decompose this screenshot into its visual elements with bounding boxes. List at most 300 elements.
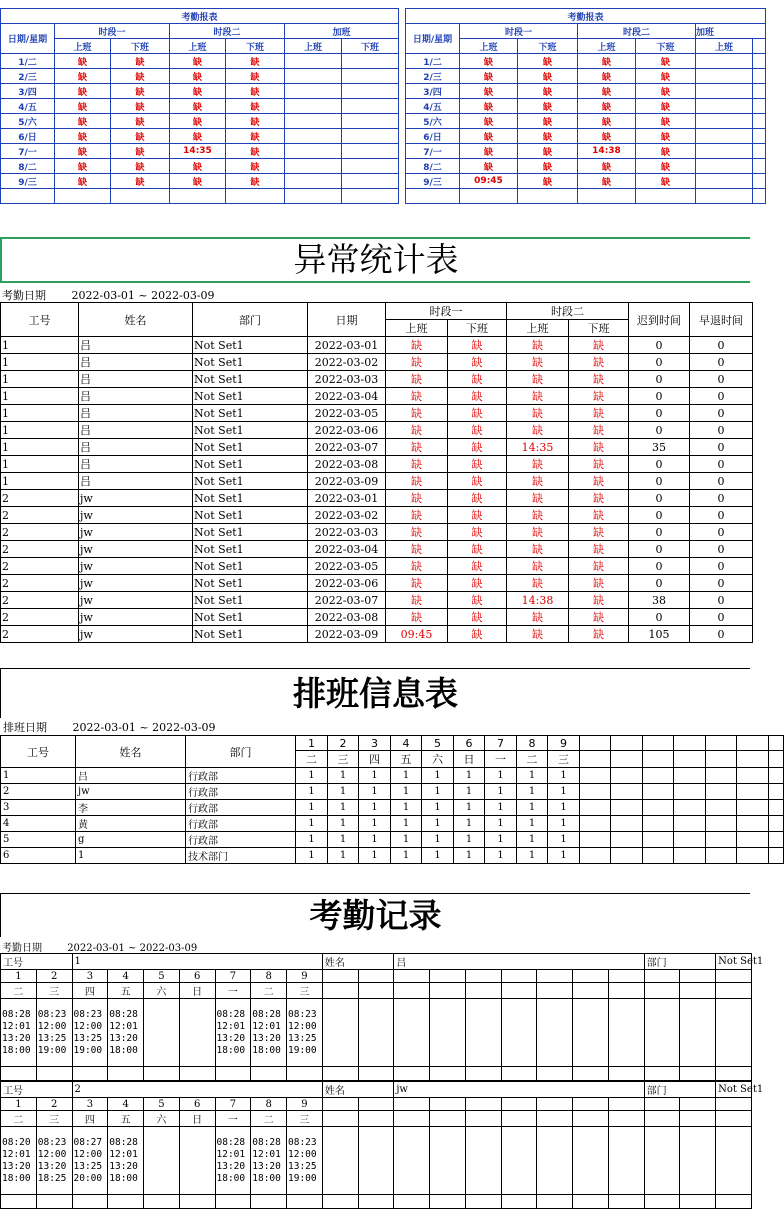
department-cell: Not Set1 bbox=[193, 575, 308, 592]
shift-cell: 1 bbox=[422, 832, 454, 848]
empty-cell bbox=[611, 832, 643, 848]
overtime-header: 加班 bbox=[285, 24, 399, 39]
punch-cell: 缺 bbox=[226, 84, 285, 99]
seg1-in-cell: 缺 bbox=[386, 439, 448, 456]
empty-cell bbox=[465, 1067, 501, 1081]
date-cell: 7/一 bbox=[406, 144, 460, 159]
exceptions-date-row bbox=[2, 287, 215, 303]
punch-times-cell: 08:20 12:01 13:20 18:00 bbox=[1, 1127, 37, 1195]
weekday-cell: 四 bbox=[72, 1111, 108, 1127]
late-time-cell: 0 bbox=[629, 490, 690, 507]
empty-cell bbox=[674, 736, 706, 751]
weekday-cell: 二 bbox=[517, 751, 548, 768]
empty-cell bbox=[465, 1098, 501, 1111]
table-row bbox=[1, 592, 753, 609]
empty-cell bbox=[643, 768, 674, 784]
report-title: 考勤报表 bbox=[1, 9, 399, 24]
empty-cell bbox=[608, 1067, 644, 1081]
weekday-cell: 三 bbox=[328, 751, 359, 768]
punch-cell: 缺 bbox=[578, 129, 636, 144]
employee-name-cell: jw bbox=[79, 541, 193, 558]
shift-cell: 1 bbox=[548, 784, 580, 800]
date-cell: 2022-03-01 bbox=[308, 337, 386, 354]
empty-cell bbox=[706, 736, 737, 751]
employee-id-header: 工号 bbox=[1, 736, 76, 768]
seg1-out-cell: 缺 bbox=[448, 541, 507, 558]
empty-cell bbox=[580, 784, 611, 800]
report-row bbox=[1, 54, 399, 69]
empty-cell bbox=[644, 1195, 680, 1209]
early-leave-cell: 0 bbox=[690, 456, 753, 473]
empty-cell bbox=[696, 129, 753, 144]
employee-name-cell: 吕 bbox=[79, 473, 193, 490]
early-leave-cell: 0 bbox=[690, 405, 753, 422]
seg2-out-cell: 缺 bbox=[569, 405, 629, 422]
employee-id-cell: 1 bbox=[1, 422, 79, 439]
empty-cell bbox=[1, 189, 55, 204]
empty-cell bbox=[611, 800, 643, 816]
seg2-out-cell: 缺 bbox=[569, 371, 629, 388]
punch-cell: 缺 bbox=[111, 114, 170, 129]
punch-times-cell: 08:28 12:01 13:20 18:00 bbox=[1, 999, 37, 1067]
empty-cell bbox=[769, 816, 784, 832]
punch-times-cell bbox=[179, 999, 215, 1067]
empty-cell bbox=[430, 1111, 466, 1127]
table-row bbox=[1, 388, 753, 405]
late-time-cell: 105 bbox=[629, 626, 690, 643]
report-row bbox=[406, 174, 766, 189]
table-row bbox=[1, 371, 753, 388]
punch-times-cell: 08:28 12:01 13:20 18:00 bbox=[251, 999, 287, 1067]
empty-cell bbox=[465, 1111, 501, 1127]
punch-cell: 缺 bbox=[226, 99, 285, 114]
empty-cell bbox=[342, 189, 399, 204]
employee-id-cell: 1 bbox=[1, 337, 79, 354]
seg2-in-cell: 缺 bbox=[507, 507, 569, 524]
date-cell: 9/三 bbox=[1, 174, 55, 189]
empty-cell bbox=[696, 99, 753, 114]
empty-cell bbox=[674, 816, 706, 832]
employee-id-cell: 1 bbox=[1, 473, 79, 490]
department-cell: Not Set1 bbox=[193, 439, 308, 456]
date-cell: 2022-03-09 bbox=[308, 626, 386, 643]
date-cell: 5/六 bbox=[406, 114, 460, 129]
seg1-out-cell: 缺 bbox=[448, 473, 507, 490]
weekday-cell: 三 bbox=[287, 983, 323, 999]
table-row bbox=[1, 768, 784, 784]
empty-cell bbox=[611, 768, 643, 784]
shift-cell: 1 bbox=[391, 832, 422, 848]
empty-cell bbox=[573, 999, 609, 1067]
clock-out-header: 下班 bbox=[342, 39, 399, 54]
date-cell: 2022-03-02 bbox=[308, 354, 386, 371]
late-time-cell: 0 bbox=[629, 541, 690, 558]
late-time-header: 迟到时间 bbox=[629, 303, 690, 337]
empty-cell bbox=[72, 1195, 108, 1209]
seg2-in-cell: 缺 bbox=[507, 558, 569, 575]
department-cell: 行政部 bbox=[186, 784, 296, 800]
table-row bbox=[1, 337, 753, 354]
department-cell: Not Set1 bbox=[193, 507, 308, 524]
empty-cell bbox=[706, 784, 737, 800]
date-cell: 4/五 bbox=[1, 99, 55, 114]
weekday-cell: 五 bbox=[108, 983, 144, 999]
punch-cell: 缺 bbox=[111, 99, 170, 114]
empty-cell bbox=[36, 1195, 72, 1209]
empty-cell bbox=[394, 1127, 430, 1195]
date-cell: 2022-03-06 bbox=[308, 422, 386, 439]
day-number-cell: 2 bbox=[36, 970, 72, 983]
date-weekday-header: 日期/星期 bbox=[406, 24, 460, 54]
empty-cell bbox=[285, 129, 342, 144]
empty-cell bbox=[501, 999, 537, 1067]
employee-name-cell: jw bbox=[79, 490, 193, 507]
empty-cell bbox=[322, 1127, 358, 1195]
empty-cell bbox=[696, 84, 753, 99]
name-header: 姓名 bbox=[76, 736, 186, 768]
name-label: 姓名 bbox=[322, 954, 394, 970]
day-number-cell: 2 bbox=[328, 736, 359, 751]
empty-cell bbox=[580, 768, 611, 784]
punch-times-cell: 08:27 12:00 13:25 20:00 bbox=[72, 1127, 108, 1195]
late-time-cell: 0 bbox=[629, 388, 690, 405]
employee-name-cell: 吕 bbox=[79, 371, 193, 388]
empty-cell bbox=[608, 999, 644, 1067]
exceptions-date-label: 考勤日期 bbox=[2, 289, 46, 302]
empty-cell bbox=[72, 1067, 108, 1081]
weekday-cell: 二 bbox=[1, 983, 37, 999]
empty-cell bbox=[501, 983, 537, 999]
punch-cell: 缺 bbox=[636, 129, 696, 144]
seg1-in-cell: 缺 bbox=[386, 422, 448, 439]
department-cell: Not Set1 bbox=[193, 592, 308, 609]
punch-cell: 缺 bbox=[518, 174, 578, 189]
report-row bbox=[406, 54, 766, 69]
segment1-header: 时段一 bbox=[55, 24, 170, 39]
empty-cell bbox=[706, 832, 737, 848]
empty-cell bbox=[322, 1067, 358, 1081]
employee-id-cell: 1 bbox=[1, 371, 79, 388]
employee-id-cell: 1 bbox=[1, 439, 79, 456]
record-times-row bbox=[1, 1127, 752, 1195]
seg2-in-cell: 缺 bbox=[507, 405, 569, 422]
shift-cell: 1 bbox=[548, 848, 580, 864]
empty-cell bbox=[706, 751, 737, 768]
records-area bbox=[0, 953, 764, 1209]
table-row bbox=[1, 784, 784, 800]
shift-cell: 1 bbox=[517, 800, 548, 816]
seg2-out-cell: 缺 bbox=[569, 541, 629, 558]
segment2-header: 时段二 bbox=[170, 24, 285, 39]
seg1-in-cell: 缺 bbox=[386, 558, 448, 575]
shift-cell: 1 bbox=[548, 800, 580, 816]
department-label: 部门 bbox=[644, 954, 716, 970]
empty-cell bbox=[358, 1127, 394, 1195]
clock-in-header: 上班 bbox=[285, 39, 342, 54]
day-number-cell: 4 bbox=[108, 970, 144, 983]
seg2-out-cell: 缺 bbox=[569, 626, 629, 643]
employee-name-cell: jw bbox=[79, 592, 193, 609]
seg1-in-cell: 缺 bbox=[386, 371, 448, 388]
employee-id-cell: 2 bbox=[1, 609, 79, 626]
punch-cell: 缺 bbox=[170, 114, 226, 129]
seg1-out-cell: 缺 bbox=[448, 524, 507, 541]
day-number-cell: 4 bbox=[391, 736, 422, 751]
empty-cell bbox=[580, 736, 611, 751]
punch-cell: 缺 bbox=[111, 69, 170, 84]
punch-cell: 缺 bbox=[55, 159, 111, 174]
shift-cell: 1 bbox=[454, 832, 485, 848]
day-number-cell: 6 bbox=[179, 1098, 215, 1111]
seg1-in-cell: 缺 bbox=[386, 609, 448, 626]
date-cell: 3/四 bbox=[1, 84, 55, 99]
empty-cell bbox=[716, 1067, 752, 1081]
seg1-in-cell: 缺 bbox=[386, 354, 448, 371]
table-row bbox=[1, 490, 753, 507]
empty-cell bbox=[716, 1098, 752, 1111]
empty-cell bbox=[644, 970, 680, 983]
empty-cell bbox=[144, 1067, 180, 1081]
report-row bbox=[1, 129, 399, 144]
seg2-out-cell: 缺 bbox=[569, 558, 629, 575]
empty-cell bbox=[737, 816, 769, 832]
punch-cell: 缺 bbox=[518, 69, 578, 84]
date-cell: 2022-03-02 bbox=[308, 507, 386, 524]
empty-cell bbox=[753, 159, 766, 174]
day-number-cell: 3 bbox=[359, 736, 391, 751]
shift-cell: 1 bbox=[296, 784, 328, 800]
empty-cell bbox=[537, 970, 573, 983]
date-weekday-header: 日期/星期 bbox=[1, 24, 55, 54]
shift-cell: 1 bbox=[485, 784, 517, 800]
day-number-cell: 3 bbox=[72, 970, 108, 983]
empty-cell bbox=[573, 1098, 609, 1111]
weekday-cell: 三 bbox=[36, 1111, 72, 1127]
seg1-in-cell: 缺 bbox=[386, 490, 448, 507]
punch-times-cell: 08:28 12:01 13:20 18:00 bbox=[108, 999, 144, 1067]
empty-cell bbox=[753, 144, 766, 159]
day-number-cell: 5 bbox=[144, 1098, 180, 1111]
empty-cell bbox=[737, 800, 769, 816]
day-number-cell: 9 bbox=[287, 970, 323, 983]
shift-cell: 1 bbox=[485, 848, 517, 864]
day-number-cell: 3 bbox=[72, 1098, 108, 1111]
punch-cell: 缺 bbox=[578, 69, 636, 84]
shift-cell: 1 bbox=[328, 800, 359, 816]
empty-cell bbox=[1, 1067, 37, 1081]
date-cell: 2022-03-05 bbox=[308, 405, 386, 422]
punch-cell: 缺 bbox=[460, 129, 518, 144]
employee-name-cell: 李 bbox=[76, 800, 186, 816]
punch-cell: 缺 bbox=[111, 159, 170, 174]
schedule-header-row bbox=[1, 736, 784, 751]
punch-cell: 缺 bbox=[518, 144, 578, 159]
seg1-in-cell: 缺 bbox=[386, 456, 448, 473]
department-cell: Not Set1 bbox=[193, 456, 308, 473]
record-days-row bbox=[1, 970, 752, 983]
empty-cell bbox=[342, 174, 399, 189]
seg1-out-cell: 缺 bbox=[448, 354, 507, 371]
early-leave-cell: 0 bbox=[690, 541, 753, 558]
date-cell: 2022-03-09 bbox=[308, 473, 386, 490]
empty-cell bbox=[753, 99, 766, 114]
empty-cell bbox=[215, 1067, 251, 1081]
empty-cell bbox=[537, 999, 573, 1067]
empty-cell bbox=[680, 1098, 716, 1111]
table-row bbox=[1, 439, 753, 456]
empty-cell bbox=[696, 144, 753, 159]
shift-cell: 1 bbox=[517, 784, 548, 800]
empty-cell bbox=[285, 99, 342, 114]
record-weekday-row bbox=[1, 1111, 752, 1127]
empty-cell bbox=[537, 983, 573, 999]
department-header: 部门 bbox=[193, 303, 308, 337]
seg2-out-cell: 缺 bbox=[569, 609, 629, 626]
shift-cell: 1 bbox=[548, 832, 580, 848]
date-cell: 2022-03-08 bbox=[308, 609, 386, 626]
early-leave-cell: 0 bbox=[690, 490, 753, 507]
report-title: 考勤报表 bbox=[406, 9, 766, 24]
employee-name-cell: 吕 bbox=[79, 354, 193, 371]
date-cell: 2022-03-03 bbox=[308, 524, 386, 541]
empty-cell bbox=[769, 768, 784, 784]
empty-cell bbox=[737, 751, 769, 768]
employee-id-cell: 2 bbox=[1, 541, 79, 558]
empty-cell bbox=[537, 1111, 573, 1127]
day-number-cell: 7 bbox=[215, 1098, 251, 1111]
date-cell: 8/二 bbox=[1, 159, 55, 174]
punch-cell: 缺 bbox=[636, 144, 696, 159]
empty-cell bbox=[342, 54, 399, 69]
date-cell: 6/日 bbox=[1, 129, 55, 144]
segment1-header: 时段一 bbox=[386, 303, 507, 320]
department-cell: 行政部 bbox=[186, 816, 296, 832]
empty-cell bbox=[55, 189, 111, 204]
day-number-cell: 2 bbox=[36, 1098, 72, 1111]
punch-cell: 缺 bbox=[460, 84, 518, 99]
empty-cell bbox=[460, 189, 518, 204]
weekday-cell: 四 bbox=[72, 983, 108, 999]
empty-cell bbox=[643, 736, 674, 751]
seg2-out-cell: 缺 bbox=[569, 524, 629, 541]
early-leave-cell: 0 bbox=[690, 473, 753, 490]
seg1-out-cell: 缺 bbox=[448, 592, 507, 609]
table-row bbox=[1, 422, 753, 439]
records-date-label: 考勤日期 bbox=[2, 943, 42, 954]
employee-id-cell: 2 bbox=[1, 575, 79, 592]
empty-cell bbox=[580, 751, 611, 768]
empty-cell bbox=[358, 1195, 394, 1209]
empty-cell bbox=[643, 816, 674, 832]
empty-cell bbox=[580, 848, 611, 864]
early-leave-cell: 0 bbox=[690, 575, 753, 592]
table-row bbox=[1, 609, 753, 626]
employee-name-cell: jw bbox=[79, 575, 193, 592]
punch-cell: 缺 bbox=[170, 84, 226, 99]
punch-times-cell: 08:23 12:00 13:25 19:00 bbox=[72, 999, 108, 1067]
seg2-out-cell: 缺 bbox=[569, 507, 629, 524]
punch-cell: 缺 bbox=[226, 69, 285, 84]
empty-cell bbox=[501, 1067, 537, 1081]
empty-cell bbox=[358, 1098, 394, 1111]
punch-cell: 缺 bbox=[55, 84, 111, 99]
empty-cell bbox=[573, 1067, 609, 1081]
record-weekday-row bbox=[1, 983, 752, 999]
empty-cell bbox=[680, 970, 716, 983]
empty-cell bbox=[644, 1127, 680, 1195]
empty-cell bbox=[394, 983, 430, 999]
punch-cell: 缺 bbox=[518, 84, 578, 99]
late-time-cell: 0 bbox=[629, 456, 690, 473]
date-cell: 2022-03-07 bbox=[308, 592, 386, 609]
attendance-report-right bbox=[405, 8, 766, 204]
empty-cell bbox=[696, 54, 753, 69]
date-cell: 2022-03-06 bbox=[308, 575, 386, 592]
clock-out-header: 下班 bbox=[636, 39, 696, 54]
shift-cell: 1 bbox=[391, 784, 422, 800]
department-cell: Not Set1 bbox=[193, 490, 308, 507]
empty-cell bbox=[322, 1111, 358, 1127]
empty-cell bbox=[179, 1195, 215, 1209]
employee-name-cell: 吕 bbox=[79, 337, 193, 354]
punch-cell: 缺 bbox=[55, 129, 111, 144]
employee-name-cell: 吕 bbox=[79, 456, 193, 473]
empty-cell bbox=[737, 736, 769, 751]
seg2-out-cell: 缺 bbox=[569, 439, 629, 456]
seg1-out-cell: 缺 bbox=[448, 575, 507, 592]
empty-cell bbox=[611, 848, 643, 864]
department-cell: Not Set1 bbox=[193, 405, 308, 422]
late-time-cell: 0 bbox=[629, 337, 690, 354]
shift-cell: 1 bbox=[454, 816, 485, 832]
weekday-cell: 一 bbox=[215, 1111, 251, 1127]
punch-times-cell: 08:28 12:01 13:20 18:00 bbox=[108, 1127, 144, 1195]
empty-cell bbox=[342, 114, 399, 129]
empty-cell bbox=[608, 1127, 644, 1195]
table-row bbox=[1, 541, 753, 558]
employee-name-cell: jw bbox=[79, 626, 193, 643]
empty-cell bbox=[580, 800, 611, 816]
clock-in-header: 上班 bbox=[507, 320, 569, 337]
empty-cell bbox=[430, 1067, 466, 1081]
schedule-table bbox=[0, 735, 784, 864]
report-row bbox=[1, 99, 399, 114]
empty-cell bbox=[769, 800, 784, 816]
employee-name-cell: jw bbox=[79, 524, 193, 541]
punch-times-cell: 08:23 12:00 13:20 18:25 bbox=[36, 1127, 72, 1195]
employee-id-cell: 2 bbox=[1, 626, 79, 643]
record-times-row bbox=[1, 999, 752, 1067]
seg2-in-cell: 缺 bbox=[507, 422, 569, 439]
employee-id-cell: 1 bbox=[1, 768, 76, 784]
empty-cell bbox=[608, 1195, 644, 1209]
punch-cell: 缺 bbox=[226, 114, 285, 129]
record-days-row bbox=[1, 1098, 752, 1111]
clock-out-header: 下班 bbox=[226, 39, 285, 54]
empty-cell bbox=[430, 1127, 466, 1195]
empty-cell bbox=[716, 1111, 752, 1127]
day-number-cell: 1 bbox=[296, 736, 328, 751]
date-cell: 2022-03-08 bbox=[308, 456, 386, 473]
late-time-cell: 0 bbox=[629, 422, 690, 439]
empty-cell bbox=[465, 1127, 501, 1195]
shift-cell: 1 bbox=[485, 816, 517, 832]
late-time-cell: 0 bbox=[629, 473, 690, 490]
empty-cell bbox=[644, 1111, 680, 1127]
record-spacer-row bbox=[1, 1195, 752, 1209]
empty-cell bbox=[680, 1127, 716, 1195]
empty-cell bbox=[430, 983, 466, 999]
